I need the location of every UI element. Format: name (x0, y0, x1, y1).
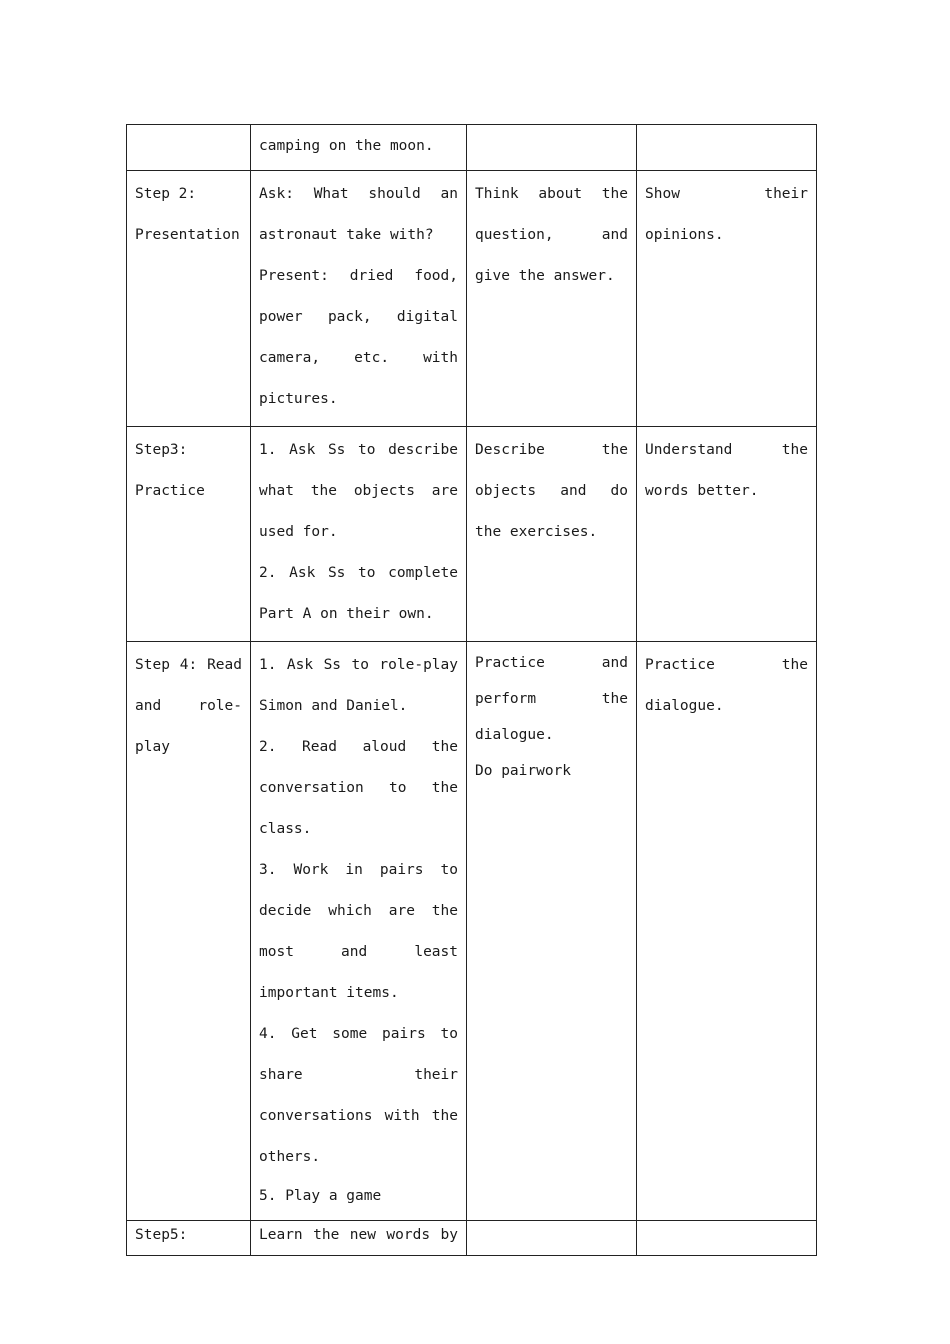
students-cell (467, 171, 637, 427)
activity-text: Present: dried food, power pack, digital camera, etc. with pictures. (259, 268, 458, 407)
activity-text: 2. Read aloud the conversation to the class. (259, 739, 458, 837)
step-cell (127, 427, 251, 642)
step-label: Step5: (135, 1227, 188, 1243)
students-text: Describe the objects and do the exercises. (475, 442, 628, 540)
step-name: Presentation (135, 227, 240, 243)
students-text: Practice and perform the dialogue. (475, 655, 628, 743)
purpose-cell (637, 642, 817, 1221)
activity-text: 4. Get some pairs to share their conversations with the others. (259, 1026, 458, 1165)
activity-text: Learn the new words by (259, 1227, 458, 1243)
step-label: Step3: (135, 442, 188, 458)
activity-cell (251, 427, 467, 642)
step-cell (127, 125, 251, 171)
lesson-plan-table (126, 124, 817, 1256)
activity-cell (251, 125, 467, 171)
students-cell (467, 125, 637, 171)
purpose-text: Practice the dialogue. (645, 657, 808, 714)
purpose-cell (637, 1221, 817, 1256)
table-row (127, 1221, 817, 1256)
step-cell (127, 171, 251, 427)
step-label: Step 4: Read and role-play (135, 657, 242, 755)
purpose-cell (637, 171, 817, 427)
activity-text: 2. Ask Ss to complete Part A on their own. (259, 565, 458, 622)
students-cell (467, 1221, 637, 1256)
table-row (127, 642, 817, 1221)
students-text: Do pairwork (475, 763, 572, 779)
activity-cell (251, 171, 467, 427)
activity-text: 3. Work in pairs to decide which are the most and least important items. (259, 862, 458, 1001)
activity-text: camping on the moon. (259, 138, 434, 154)
activity-cell (251, 642, 467, 1221)
purpose-cell (637, 427, 817, 642)
purpose-text: Show their opinions. (645, 186, 808, 243)
table-row (127, 427, 817, 642)
step-cell (127, 642, 251, 1221)
students-cell (467, 427, 637, 642)
step-name: Practice (135, 483, 205, 499)
table-row (127, 125, 817, 171)
activity-text: 5. Play a game (259, 1188, 382, 1204)
step-cell (127, 1221, 251, 1256)
purpose-cell (637, 125, 817, 171)
table-row (127, 171, 817, 427)
students-text: Think about the question, and give the answer. (475, 186, 628, 284)
purpose-text: Understand the words better. (645, 442, 808, 499)
activity-text: 1. Ask Ss to describe what the objects are used for. (259, 442, 458, 540)
step-label: Step 2: (135, 186, 197, 202)
activity-text: 1. Ask Ss to role-play Simon and Daniel. (259, 657, 458, 714)
students-cell (467, 642, 637, 1221)
activity-cell (251, 1221, 467, 1256)
activity-text: Ask: What should an astronaut take with? (259, 186, 458, 243)
